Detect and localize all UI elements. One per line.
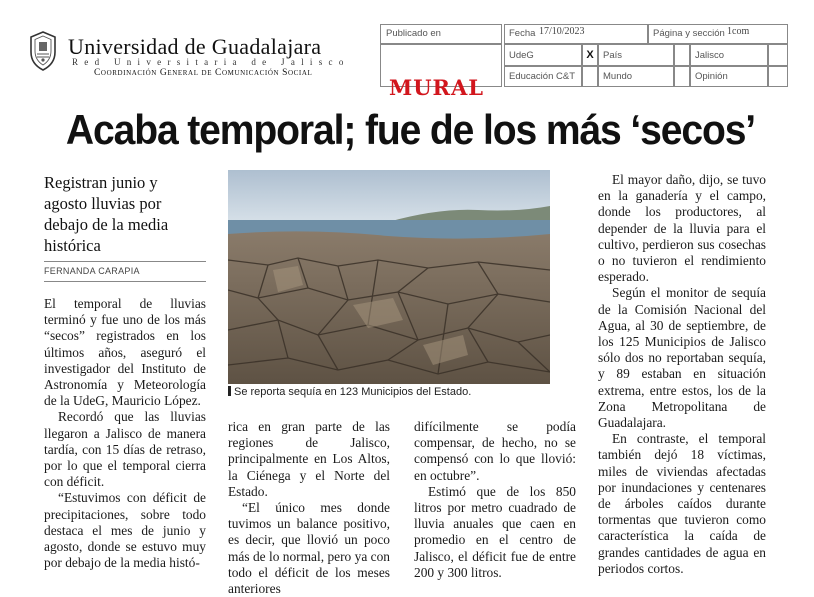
section-cell-mundo (598, 66, 674, 87)
university-network: Red Universitaria de Jalisco (72, 57, 350, 67)
paragraph: difícilmente se podía compensar, de hecho, no se compensó con lo que llovió: en octubre”. (414, 419, 576, 483)
udg-seal-icon (28, 30, 58, 72)
section-cell-educacion (504, 66, 582, 87)
paragraph: “El único mes donde tuvimos un balance positivo, es decir, que llovió un poco más de lo normal, pero ya con todo el déficit de los meses anteriores (228, 500, 390, 597)
cracked-earth-image (228, 170, 550, 384)
check-opinion (674, 66, 690, 87)
byline-rule-bottom (44, 281, 206, 282)
section-label-mundo: Mundo (603, 71, 633, 82)
checkmark-x: X (586, 49, 594, 61)
outlet-logo: MURAL (389, 75, 485, 100)
paragraph: Estimó que de los 850 litros por metro cuadrado de lluvia anuales que caen en promedio en el centro de Jalisco, el déficit fue de entre 200 y 300 litros. (414, 483, 576, 580)
section-cell-pais (598, 44, 674, 66)
section-label-udeg: UdeG (509, 50, 534, 61)
headline: Acaba temporal; fue de los más ‘secos’ (65, 106, 756, 153)
article-column-3 (414, 419, 576, 581)
section-label-opinion: Opinión (695, 71, 728, 82)
section-label-jalisco: Jalisco (695, 50, 725, 61)
section-label-pais: País (603, 50, 623, 61)
check-extra-2 (768, 66, 788, 87)
photo-caption-text: Se reporta sequía en 123 Municipios del Estado. (234, 386, 472, 398)
paragraph: Según el monitor de sequía de la Comisión Nacional del Agua, al 30 de septiembre, de los 125 Municipios de Jalisco sólo dos no reportaban sequía, y 89 estaban en situación extrema, entre estos, los de la Zona Metropolitana de Guadalajara. (598, 285, 766, 431)
outlet-cell (380, 44, 502, 100)
byline: FERNANDA CARAPIA (44, 266, 140, 276)
university-name: Universidad de Guadalajara (68, 34, 322, 59)
article-column-2 (228, 419, 390, 597)
paragraph: El temporal de lluvias terminó y fue uno de los más “secos” registrados en los últimos años, aseguró el investigador del Instituto de Astronomía y Meteorología de la UdeG, Mauricio López. (44, 296, 206, 409)
article-column-4 (598, 172, 766, 577)
section-label-educacion: Educación C&T (509, 71, 576, 82)
article-column-1 (44, 296, 206, 571)
published-in-label: Publicado en (386, 28, 441, 39)
photo-caption (228, 386, 558, 398)
check-mundo (582, 66, 598, 87)
date-label: Fecha (509, 28, 536, 39)
page-section-label: Página y sección (653, 28, 725, 39)
published-in-cell (380, 24, 502, 44)
check-extra-1 (768, 44, 788, 66)
check-jalisco (674, 44, 690, 66)
caption-marker (228, 386, 231, 396)
drought-photo (228, 170, 550, 384)
paragraph: Recordó que las lluvias llegaron a Jalisco de manera tardía, con 15 días de retraso, por lo que el temporal cierra con déficit. (44, 409, 206, 490)
page-section-cell (648, 24, 788, 44)
subheadline: Registran junio y agosto lluvias por debajo de la media histórica (44, 173, 169, 255)
page-section-value: 1com (727, 26, 750, 37)
department-name: Coordinación General de Comunicación Social (94, 68, 313, 78)
paragraph: En contraste, el temporal también dejó 18 víctimas, miles de viviendas afectadas por inundaciones y centenares de árboles caídos durante tormentas que tuvieron como característica la caída de grandes cantidades de agua en periodos cortos. (598, 431, 766, 576)
paragraph: “Estuvimos con déficit de precipitaciones, sobre todo destaca el mes de junio y agosto, donde se estuvo muy por debajo de la media histó- (44, 490, 206, 571)
publication-table (380, 24, 788, 100)
date-cell (504, 24, 648, 44)
paragraph: rica en gran parte de las regiones de Jalisco, principalmente en Los Altos, la Ciénega y el Norte del Estado. (228, 419, 390, 499)
byline-rule-top (44, 261, 206, 262)
section-cell-opinion (690, 66, 768, 87)
university-header (28, 30, 368, 80)
date-value: 17/10/2023 (539, 26, 585, 37)
section-cell-udeg (504, 44, 582, 66)
check-pais (582, 44, 598, 66)
paragraph: El mayor daño, dijo, se tuvo en la ganadería y el campo, donde los productores, al depender de la lluvia para el cultivo, perdieron sus cosechas o no tuvieron el rendimiento esperado. (598, 172, 766, 285)
section-cell-jalisco (690, 44, 768, 66)
